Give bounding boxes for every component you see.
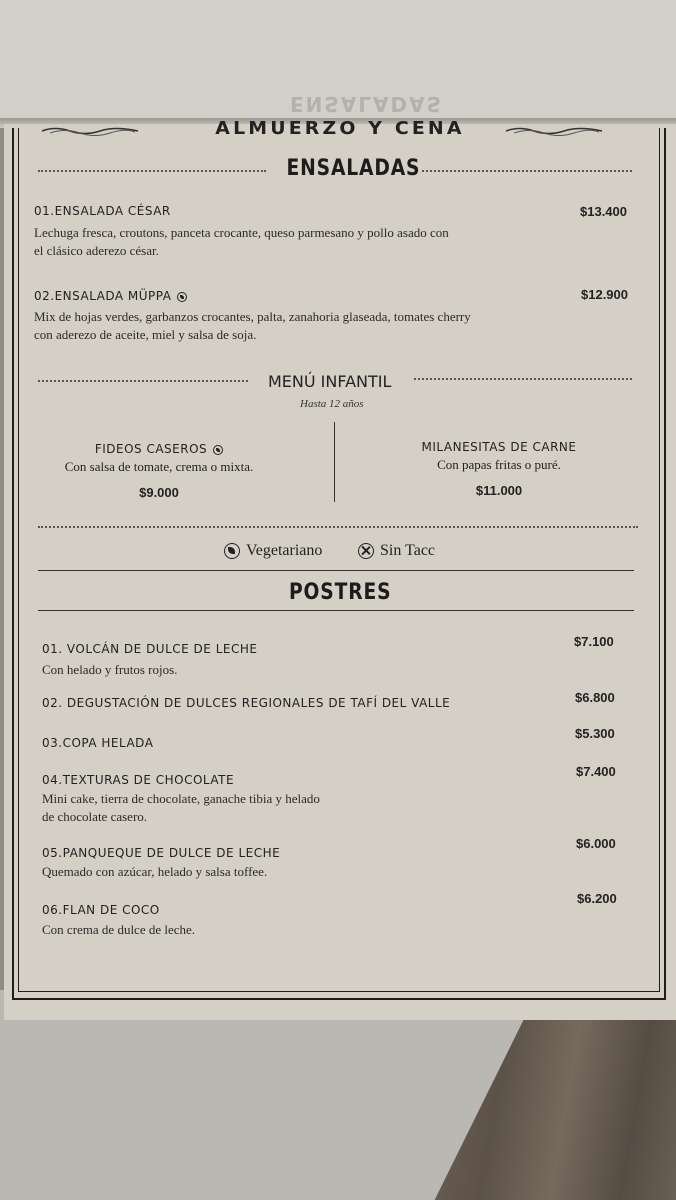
menu-item-price: $6.800	[575, 690, 615, 705]
kids-item-price: $9.000	[139, 485, 179, 500]
menu-item-name: 04.TEXTURAS DE CHOCOLATE	[42, 773, 235, 787]
kids-item	[384, 440, 614, 498]
legend-vegetarian: Vegetariano	[224, 542, 322, 560]
menu-item-name: 03.COPA HELADA	[42, 736, 154, 750]
legend-sin-tacc: Sin Tacc	[358, 542, 435, 560]
kids-item-description: Con salsa de tomate, crema o mixta.	[64, 459, 254, 474]
menu-item-name: 05.PANQUEQUE DE DULCE DE LECHE	[42, 846, 281, 860]
infantil-subtitle: Hasta 12 años	[300, 398, 364, 410]
horizontal-rule	[38, 610, 634, 611]
bleed-through-text: ENSALADAS	[290, 92, 443, 116]
menu-item-price: $7.400	[576, 764, 616, 779]
kids-item-description: Con papas fritas o puré.	[437, 457, 561, 472]
infantil-title: MENÚ INFANTIL	[268, 372, 392, 391]
kids-item	[44, 442, 274, 500]
ensaladas-title: ENSALADAS	[286, 156, 421, 181]
menu-item-name: 01.ENSALADA CÉSAR	[34, 204, 171, 218]
kids-item-price: $11.000	[475, 483, 523, 498]
dotted-divider	[38, 526, 638, 528]
menu-item-description: Con crema de dulce de leche.	[42, 922, 196, 937]
menu-item-price: $12.900	[581, 287, 628, 302]
kids-item-name: MILANESITAS DE CARNE	[421, 440, 577, 454]
menu-item-description: Con helado y frutos rojos.	[42, 662, 178, 677]
vegetarian-icon	[213, 445, 223, 455]
dotted-divider	[38, 380, 248, 382]
menu-item-price: $7.100	[574, 634, 614, 649]
dotted-divider	[414, 378, 632, 380]
vertical-divider	[334, 422, 335, 502]
menu-page	[4, 118, 676, 1020]
horizontal-rule	[38, 570, 634, 571]
vegetarian-icon	[224, 543, 240, 559]
kids-item-name: FIDEOS CASEROS	[44, 442, 274, 456]
dotted-divider	[38, 170, 266, 172]
menu-item-price: $5.300	[575, 726, 615, 741]
menu-item-name: 02.ENSALADA MÜPPA	[34, 289, 187, 303]
menu-item-description: Quemado con azúcar, helado y salsa toffee.	[42, 864, 268, 879]
dotted-divider	[422, 170, 632, 172]
menu-item-description: Mini cake, tierra de chocolate, ganache tibia y helado de chocolate casero.	[42, 791, 320, 824]
menu-item-name: 06.FLAN DE COCO	[42, 903, 160, 917]
menu-item-description: Mix de hojas verdes, garbanzos crocantes, palta, zanahoria glaseada, tomates cherry con aderezo de aceite, miel y salsa de soja.	[34, 309, 471, 342]
vegetarian-icon	[177, 292, 187, 302]
previous-page	[0, 0, 676, 125]
menu-item-name: 02. DEGUSTACIÓN DE DULCES REGIONALES DE TAFÍ DEL VALLE	[42, 696, 451, 710]
menu-item-price: $13.400	[580, 204, 627, 219]
sin-tacc-icon	[358, 543, 374, 559]
menu-item-price: $6.000	[576, 836, 616, 851]
menu-item-price: $6.200	[577, 891, 617, 906]
postres-title: POSTRES	[289, 580, 392, 605]
menu-item-name: 01. VOLCÁN DE DULCE DE LECHE	[42, 642, 258, 656]
section-header: ALMUERZO Y CENA	[215, 118, 465, 139]
menu-item-description: Lechuga fresca, croutons, panceta crocante, queso parmesano y pollo asado con el clásico aderezo césar.	[34, 225, 449, 258]
